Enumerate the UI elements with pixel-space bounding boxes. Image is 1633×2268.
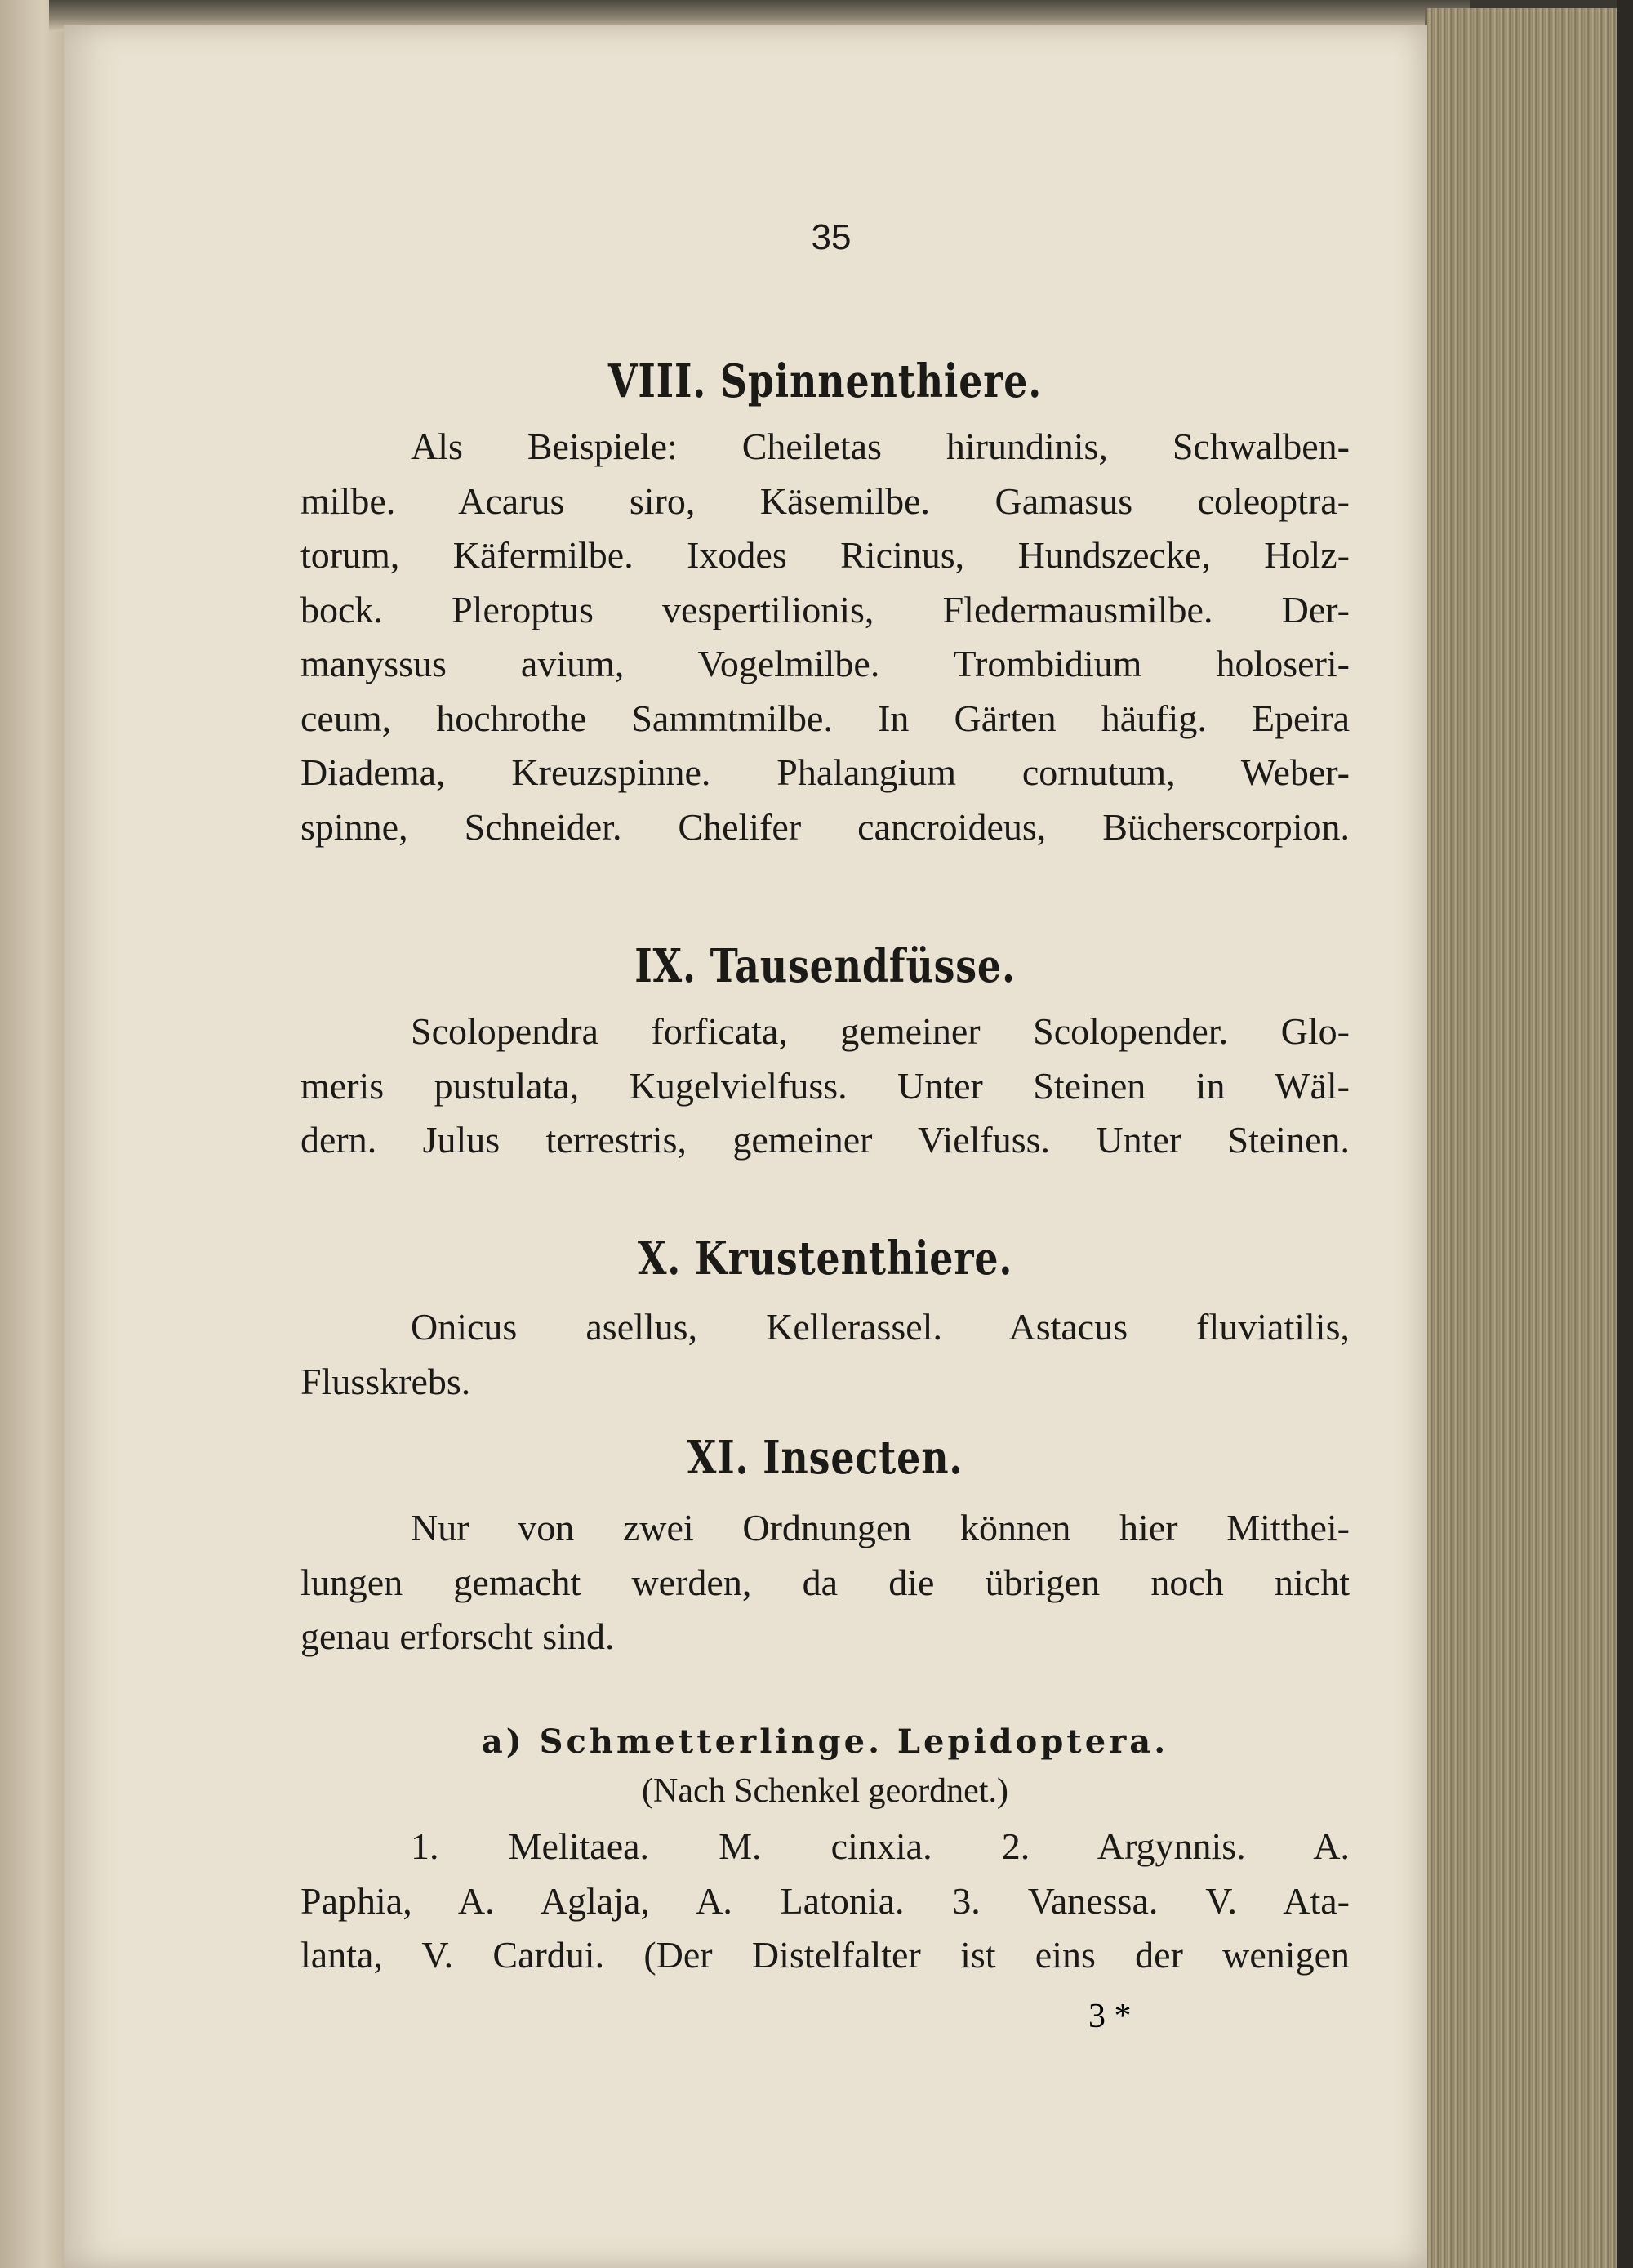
- background-right: [1617, 0, 1633, 2268]
- book-page: [64, 25, 1427, 2268]
- section-heading-x: X. Krustenthiere.: [637, 1232, 1013, 1285]
- section-paragraph-xi: [300, 1501, 1350, 1664]
- paragraph-line: torum, Käfermilbe. Ixodes Ricinus, Hundszecke, Holz-: [300, 534, 1350, 576]
- paragraph-line: bock. Pleroptus vespertilionis, Fledermausmilbe. Der-: [300, 588, 1350, 630]
- section-heading-viii: VIII. Spinnenthiere.: [607, 354, 1043, 408]
- section-paragraph-x: [300, 1300, 1350, 1409]
- paragraph-line: meris pustulata, Kugelvielfuss. Unter Steinen in Wäl-: [300, 1064, 1350, 1107]
- paragraph-line: Scolopendra forficata, gemeiner Scolopender. Glo-: [411, 1010, 1350, 1052]
- paragraph-line: Flusskrebs.: [300, 1360, 471, 1402]
- paragraph-line: Diadema, Kreuzspinne. Phalangium cornutum, Weber-: [300, 751, 1350, 793]
- subsection-heading-a: a) Schmetterlinge. Lepidoptera.: [481, 1722, 1169, 1761]
- subsection-paragraph-a: [300, 1820, 1350, 1983]
- page-stack-edges: [1425, 8, 1619, 2268]
- paragraph-line: 1. Melitaea. M. cinxia. 2. Argynnis. A.: [411, 1825, 1350, 1867]
- paragraph-line: Onicus asellus, Kellerassel. Astacus fluviatilis,: [411, 1306, 1350, 1348]
- subsection-note-a: (Nach Schenkel geordnet.): [642, 1772, 1008, 1810]
- paragraph-line: Als Beispiele: Cheiletas hirundinis, Schwalben-: [411, 426, 1350, 467]
- paragraph-line: genau erforscht sind.: [300, 1615, 615, 1657]
- signature-mark: 3 *: [1088, 1998, 1132, 2035]
- paragraph-line: lungen gemacht werden, da die übrigen noch nicht: [300, 1561, 1350, 1603]
- paragraph-line: lanta, V. Cardui. (Der Distelfalter ist eins der wenigen: [300, 1934, 1350, 1976]
- paragraph-line: manyssus avium, Vogelmilbe. Trombidium holoseri-: [300, 643, 1350, 684]
- paragraph-line: Paphia, A. Aglaja, A. Latonia. 3. Vanessa. V. Ata-: [300, 1879, 1350, 1922]
- paragraph-line: milbe. Acarus siro, Käsemilbe. Gamasus coleoptra-: [300, 479, 1350, 522]
- paragraph-line: dern. Julus terrestris, gemeiner Vielfuss. Unter Steinen.: [300, 1119, 1350, 1161]
- page-number: 35: [811, 217, 852, 257]
- section-heading-ix: IX. Tausendfüsse.: [634, 939, 1016, 993]
- paragraph-line: spinne, Schneider. Chelifer cancroideus, Bücherscorpion.: [300, 805, 1350, 848]
- paragraph-line: ceum, hochrothe Sammtmilbe. In Gärten häufig. Epeira: [300, 697, 1350, 739]
- section-heading-xi: XI. Insecten.: [687, 1431, 963, 1485]
- paragraph-line: Nur von zwei Ordnungen können hier Mitthei-: [411, 1507, 1350, 1548]
- section-paragraph-ix: [300, 1005, 1350, 1168]
- section-paragraph-viii: [300, 420, 1350, 854]
